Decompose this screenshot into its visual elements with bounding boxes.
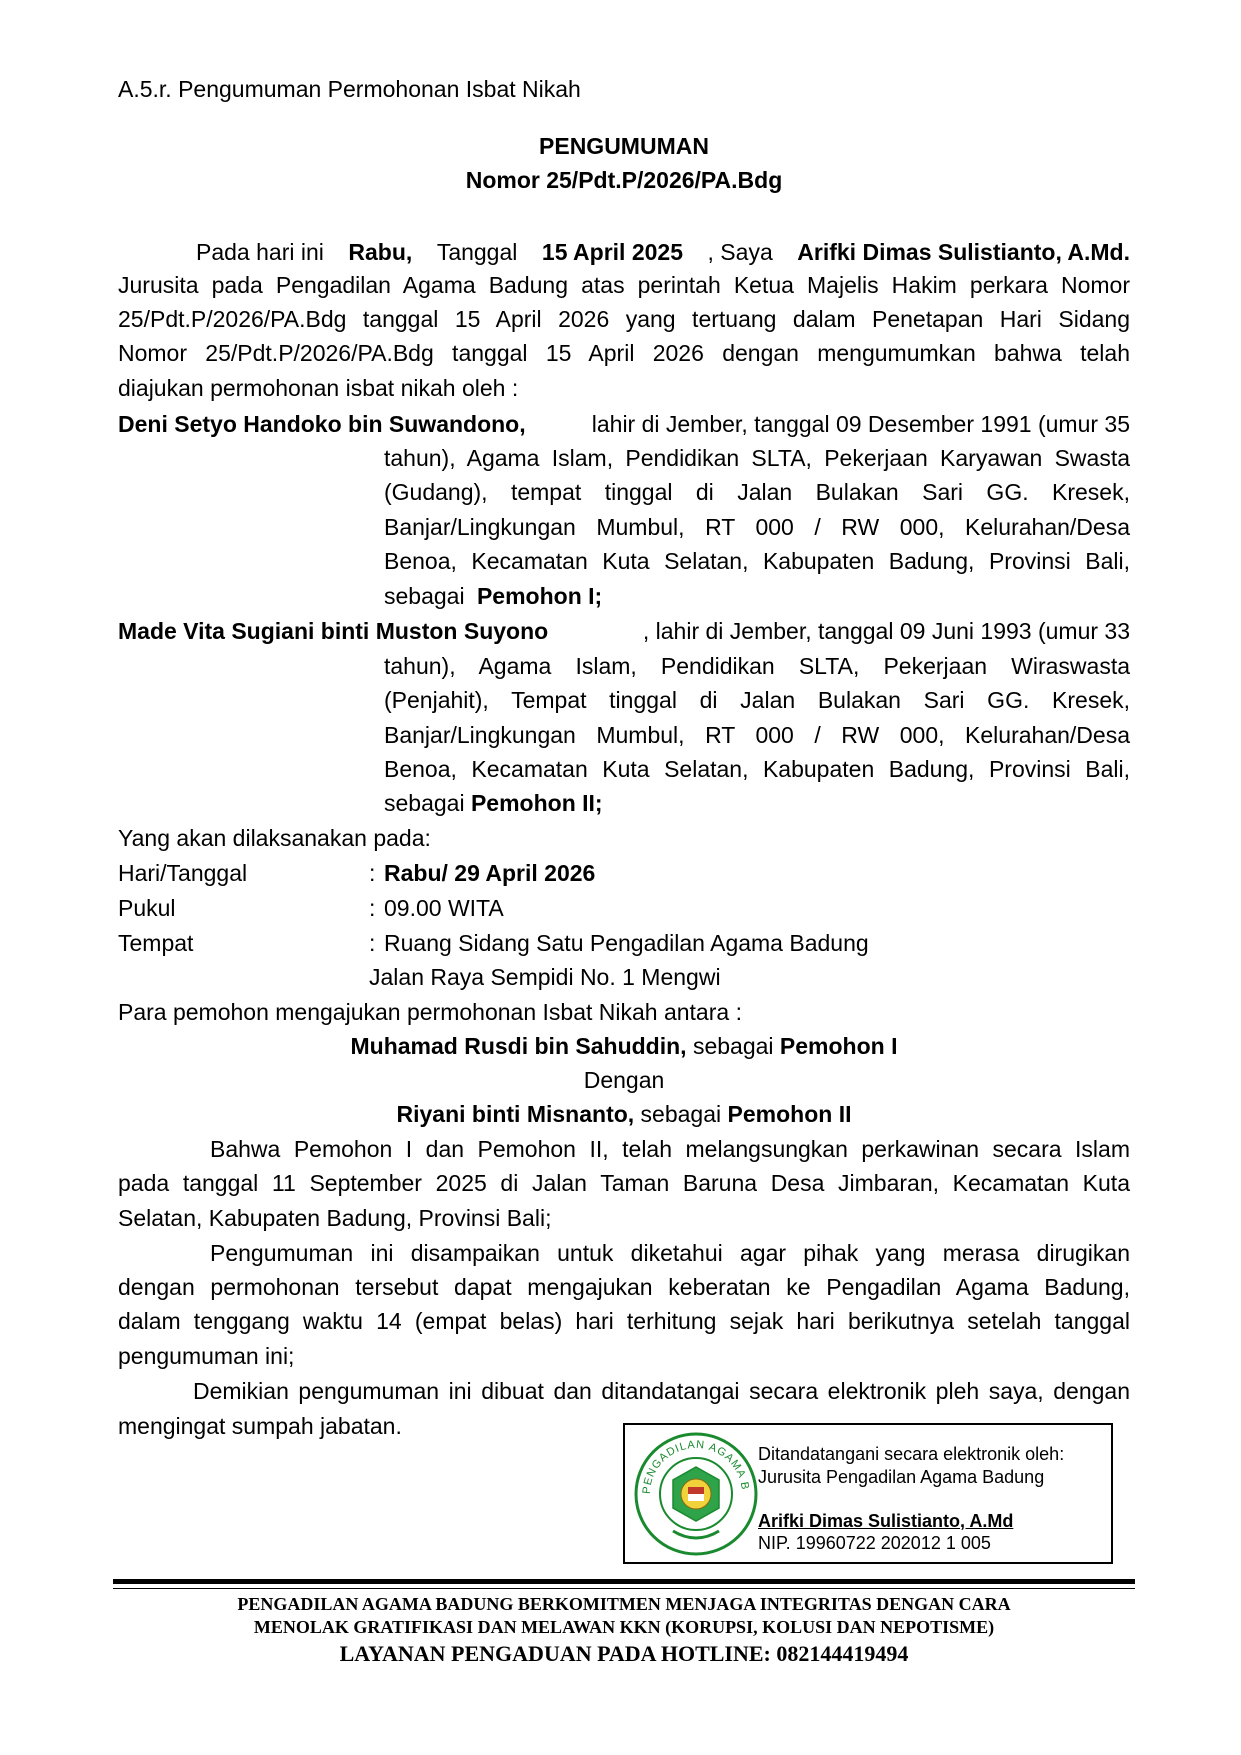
- schedule-label-time: Pukul: [118, 895, 176, 921]
- schedule-colon: :: [369, 895, 376, 921]
- marriage-line-2: pada tanggal 11 September 2025 di Jalan Taman Baruna Desa Jimbaran, Kecamatan Kuta: [118, 1170, 1130, 1196]
- schedule-value-time: 09.00 WITA: [384, 895, 504, 921]
- opening-line-5: diajukan permohonan isbat nikah oleh :: [118, 375, 519, 401]
- schedule-value-place: Ruang Sidang Satu Pengadilan Agama Badung: [384, 930, 869, 956]
- bailiff-name: Arifki Dimas Sulistianto, A.Md: [797, 239, 1124, 265]
- notice-line-4: pengumuman ini;: [118, 1343, 295, 1369]
- opening-line-4: Nomor 25/Pdt.P/2026/PA.Bdg tanggal 15 April 2026 dengan mengumumkan bahwa telah: [118, 340, 1130, 366]
- applicant-1-line-2: tahun), Agama Islam, Pendidikan SLTA, Pekerjaan Karyawan Swasta: [384, 445, 1130, 471]
- applicant-1-name: Deni Setyo Handoko bin Suwandono,: [118, 411, 526, 437]
- signer-name: Arifki Dimas Sulistianto, A.Md: [758, 1511, 1014, 1531]
- party-conjunction: Dengan: [583, 1067, 665, 1093]
- court-seal-icon: [633, 1431, 759, 1557]
- notice-line-1: Pengumuman ini disampaikan untuk diketahui agar pihak yang merasa dirugikan: [210, 1240, 1130, 1266]
- applicant-2-line-1: Made Vita Sugiani binti Muston Suyono , lahir di Jember, tanggal 09 Juni 1993 (umur 33: [118, 618, 1130, 644]
- opening-line-3: 25/Pdt.P/2026/PA.Bdg tanggal 15 April 2026 yang tertuang dalam Penetapan Hari Sidang: [118, 306, 1130, 332]
- parties-intro: Para pemohon mengajukan permohonan Isbat Nikah antara :: [118, 999, 742, 1025]
- closing-line-1: Demikian pengumuman ini dibuat dan ditandatangai secara elektronik pleh saya, dengan: [193, 1378, 1130, 1404]
- notice-line-2: dengan permohonan tersebut dapat mengajukan keberatan ke Pengadilan Agama Badung,: [118, 1274, 1130, 1300]
- applicant-2-line-3: (Penjahit), Tempat tinggal di Jalan Bulakan Sari GG. Kresek,: [384, 687, 1130, 713]
- marriage-line-1: Bahwa Pemohon I dan Pemohon II, telah melangsungkan perkawinan secara Islam: [210, 1136, 1130, 1162]
- footer-line-1: PENGADILAN AGAMA BADUNG BERKOMITMEN MENJAGA INTEGRITAS DENGAN CARA: [237, 1594, 1011, 1614]
- announcement-date: 15 April 2025: [541, 239, 683, 265]
- signer-nip: NIP. 19960722 202012 1 005: [758, 1533, 991, 1553]
- svg-text:PENGADILAN AGAMA BADUNG: PENGADILAN AGAMA B: [640, 1438, 751, 1495]
- applicant-1-line-1: Deni Setyo Handoko bin Suwandono, lahir di Jember, tanggal 09 Desember 1991 (umur 35: [118, 411, 1130, 437]
- footer-line-2: MENOLAK GRATIFIKASI DAN MELAWAN KKN (KORUPSI, KOLUSI DAN NEPOTISME): [253, 1617, 995, 1637]
- applicant-2-name: Made Vita Sugiani binti Muston Suyono: [118, 618, 549, 644]
- notice-line-3: dalam tenggang waktu 14 (empat belas) hari terhitung sejak hari berikutnya setelah tanggal: [118, 1308, 1130, 1334]
- opening-line-2: Jurusita pada Pengadilan Agama Badung atas perintah Ketua Majelis Hakim perkara Nomor: [118, 272, 1130, 298]
- applicant-2-line-5: Benoa, Kecamatan Kuta Selatan, Kabupaten Badung, Provinsi Bali,: [384, 756, 1130, 782]
- applicant-2-role: sebagai Pemohon II;: [384, 790, 603, 816]
- marriage-line-3: Selatan, Kabupaten Badung, Provinsi Bali;: [118, 1205, 552, 1231]
- footer-hotline: LAYANAN PENGADUAN PADA HOTLINE: 082144419494: [339, 1641, 909, 1666]
- applicant-1-line-5: Benoa, Kecamatan Kuta Selatan, Kabupaten Badung, Provinsi Bali,: [384, 548, 1130, 574]
- schedule-intro: Yang akan dilaksanakan pada:: [118, 825, 431, 851]
- document-title: PENGUMUMAN: [539, 133, 709, 159]
- electronic-signature-box: [623, 1423, 1113, 1564]
- document-reference: A.5.r. Pengumuman Permohonan Isbat Nikah: [118, 76, 581, 102]
- applicant-2-line-2: tahun), Agama Islam, Pendidikan SLTA, Pekerjaan Wiraswasta: [384, 653, 1130, 679]
- applicant-1-role: sebagai Pemohon I;: [384, 583, 603, 609]
- signature-line-1: Ditandatangani secara elektronik oleh:: [758, 1444, 1065, 1464]
- opening-line-1: Pada hari ini Rabu, Tanggal 15 April 2025 , Saya Arifki Dimas Sulistianto, A.Md.: [196, 239, 1130, 265]
- signature-line-2: Jurusita Pengadilan Agama Badung: [758, 1467, 1045, 1487]
- applicant-1-line-4: Banjar/Lingkungan Mumbul, RT 000 / RW 000, Kelurahan/Desa: [384, 514, 1130, 540]
- party-2: Riyani binti Misnanto, sebagai Pemohon II: [396, 1101, 852, 1127]
- schedule-label-date: Hari/Tanggal: [118, 860, 248, 886]
- applicant-1-line-3: (Gudang), tempat tinggal di Jalan Bulakan Sari GG. Kresek,: [384, 479, 1130, 505]
- document-number: Nomor 25/Pdt.P/2026/PA.Bdg: [465, 167, 783, 193]
- schedule-colon: :: [369, 860, 376, 886]
- schedule-label-place: Tempat: [118, 930, 194, 956]
- footer-divider-thin: [113, 1588, 1135, 1589]
- applicant-2-line-4: Banjar/Lingkungan Mumbul, RT 000 / RW 000, Kelurahan/Desa: [384, 722, 1130, 748]
- party-1: Muhamad Rusdi bin Sahuddin, sebagai Pemohon I: [350, 1033, 898, 1059]
- schedule-colon: :: [369, 930, 376, 956]
- schedule-value-date: Rabu/ 29 April 2026: [384, 860, 596, 886]
- footer-divider-thick: [113, 1579, 1135, 1584]
- day-name: Rabu,: [348, 239, 413, 265]
- closing-line-2: mengingat sumpah jabatan.: [118, 1413, 402, 1439]
- schedule-place-line-2: Jalan Raya Sempidi No. 1 Mengwi: [369, 964, 721, 990]
